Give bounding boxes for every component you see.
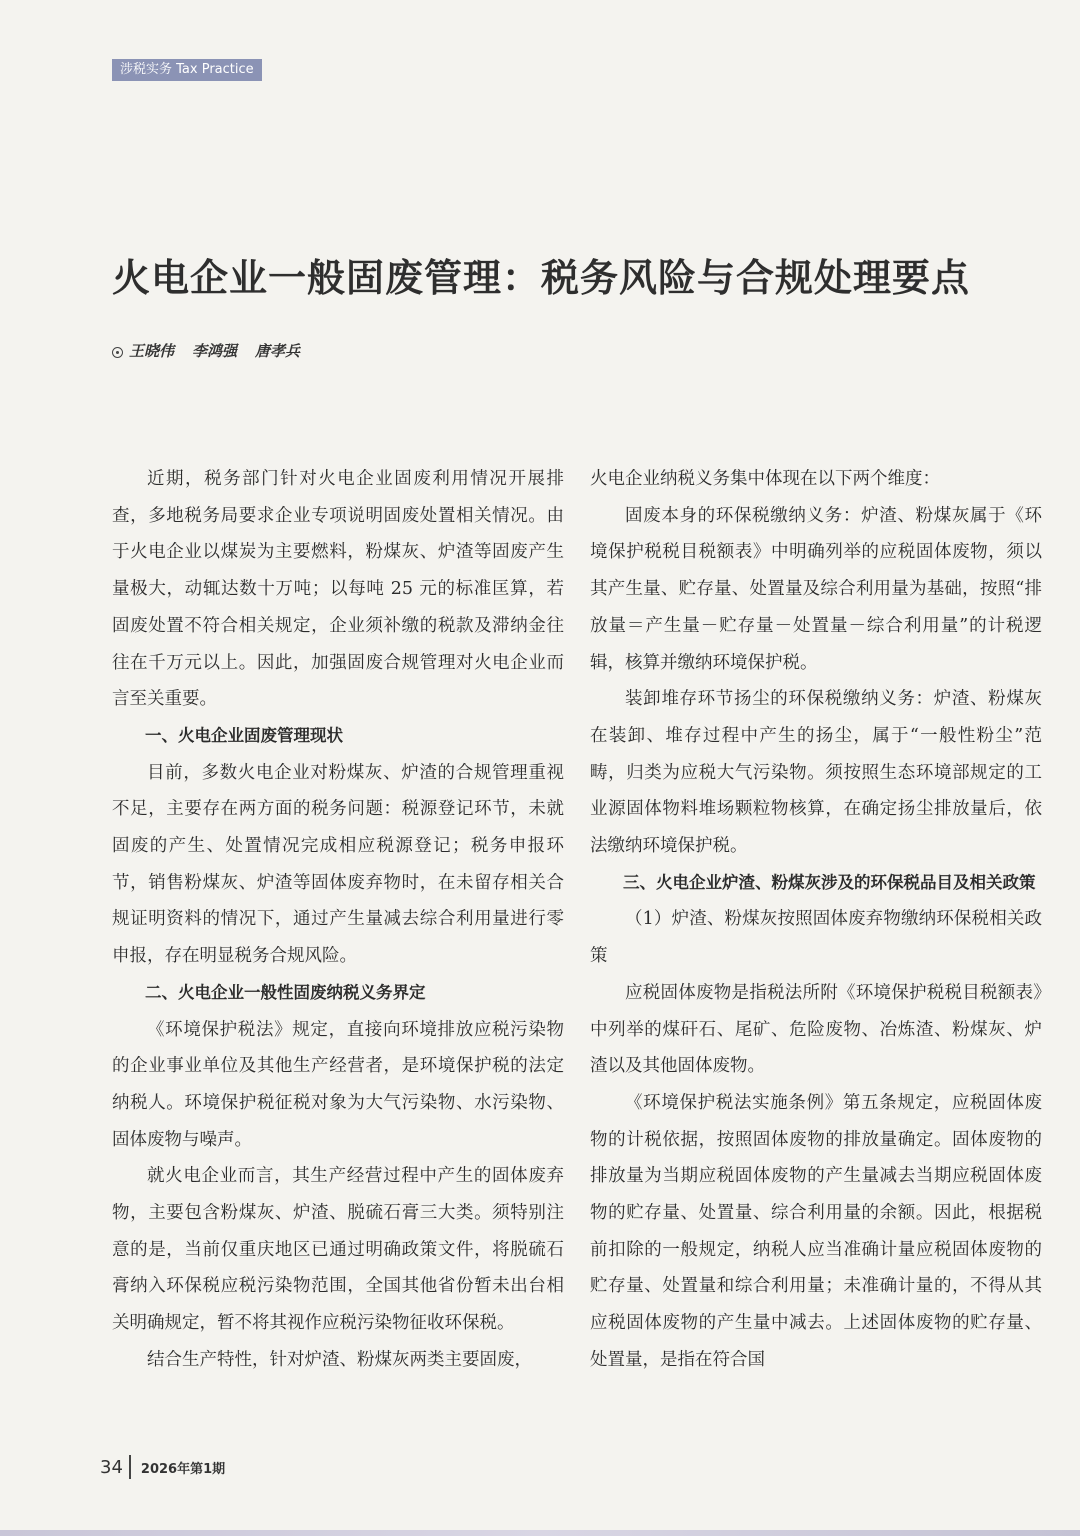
footer-divider bbox=[129, 1455, 131, 1479]
paragraph: 《环境保护税法》规定，直接向环境排放应税污染物的企业事业单位及其他生产经营者，是环境保护税的法定纳税人。环境保护税征税对象为大气污染物、水污染物、固体废物与噪声。 bbox=[112, 1019, 564, 1150]
paragraph: 《环境保护税法实施条例》第五条规定，应税固体废物的计税依据，按照固体废物的排放量确定。固体废物的排放量为当期应税固体废物的产生量减去当期应税固体废物的贮存量、处置量、综合利用量的余额。因此，根据税前扣除的一般规定，纳税人应当准确计量应税固体废物的贮存量、处置量和综合利用量；未准确计量的，不得从其应税固体废物的产生量中减去。上述固体废物的贮存量、处置量，是指在符合国 bbox=[590, 1092, 1042, 1370]
paragraph: 近期，税务部门针对火电企业固废利用情况开展排查，多地税务局要求企业专项说明固废处置相关情况。由于火电企业以煤炭为主要燃料，粉煤灰、炉渣等固废产生量极大，动辄达数十万吨；以每吨 25 元的标准匡算，若固废处置不符合相关规定，企业须补缴的税款及滞纳金往往在千万元以上。因此，加强固废合规管理对火电企业而言至关重要。 bbox=[112, 469, 564, 710]
paragraph: 火电企业纳税义务集中体现在以下两个维度： bbox=[590, 469, 940, 489]
issue-label: 2026年第1期 bbox=[140, 1461, 226, 1477]
section-tag: 涉税实务 Tax Practice bbox=[112, 59, 262, 81]
right-column bbox=[590, 461, 1042, 1379]
article-title: 火电企业一般固废管理：税务风险与合规处理要点 bbox=[112, 256, 971, 300]
bottom-band bbox=[0, 1530, 1080, 1536]
author-1-wrapper bbox=[112, 340, 174, 362]
page-footer bbox=[100, 1452, 225, 1482]
paragraph: 就火电企业而言，其生产经营过程中产生的固体废弃物，主要包含粉煤灰、炉渣、脱硫石膏三大类。须特别注意的是，当前仅重庆地区已通过明确政策文件，将脱硫石膏纳入环保税应税污染物范围，全国其他省份暂未出台相关明确规定，暂不将其视作应税污染物征收环保税。 bbox=[112, 1166, 564, 1334]
paragraph: 固废本身的环保税缴纳义务：炉渣、粉煤灰属于《环境保护税税目税额表》中明确列举的应税固体废物，须以其产生量、贮存量、处置量及综合利用量为基础，按照“排放量＝产生量－贮存量－处置量－综合利用量”的计税逻辑，核算并缴纳环境保护税。 bbox=[590, 505, 1042, 673]
paragraph: 装卸堆存环节扬尘的环保税缴纳义务：炉渣、粉煤灰在装卸、堆存过程中产生的扬尘，属于“一般性粉尘”范畴，归类为应税大气污染物。须按照生态环境部规定的工业源固体物料堆场颗粒物核算，在确定扬尘排放量后，依法缴纳环境保护税。 bbox=[590, 689, 1042, 857]
page-number: 34 bbox=[100, 1456, 123, 1478]
author-name: 王晓伟 bbox=[129, 342, 175, 360]
paragraph: （1）炉渣、粉煤灰按照固体废弃物缴纳环保税相关政策 bbox=[590, 909, 1042, 967]
author-name: 李鸿强 bbox=[192, 342, 238, 360]
section-heading: 一、火电企业固废管理现状 bbox=[145, 725, 343, 745]
author-line bbox=[112, 340, 300, 362]
author-name: 唐孝兵 bbox=[255, 342, 301, 360]
paragraph: 结合生产特性，针对炉渣、粉煤灰两类主要固废， bbox=[147, 1349, 532, 1370]
left-column bbox=[112, 461, 564, 1379]
paragraph: 应税固体废物是指税法所附《环境保护税税目税额表》中列举的煤矸石、尾矿、危险废物、冶炼渣、粉煤灰、炉渣以及其他固体废物。 bbox=[590, 982, 1042, 1077]
section-heading: 二、火电企业一般性固废纳税义务界定 bbox=[145, 982, 426, 1002]
bullseye-icon bbox=[112, 347, 123, 358]
section-heading: 三、火电企业炉渣、粉煤灰涉及的环保税品目及相关政策 bbox=[623, 872, 1036, 892]
paragraph: 目前，多数火电企业对粉煤灰、炉渣的合规管理重视不足，主要存在两方面的税务问题：税源登记环节，未就固废的产生、处置情况完成相应税源登记；税务申报环节，销售粉煤灰、炉渣等固体废弃物时，在未留存相关合规证明资料的情况下，通过产生量减去综合利用量进行零申报，存在明显税务合规风险。 bbox=[112, 762, 564, 967]
